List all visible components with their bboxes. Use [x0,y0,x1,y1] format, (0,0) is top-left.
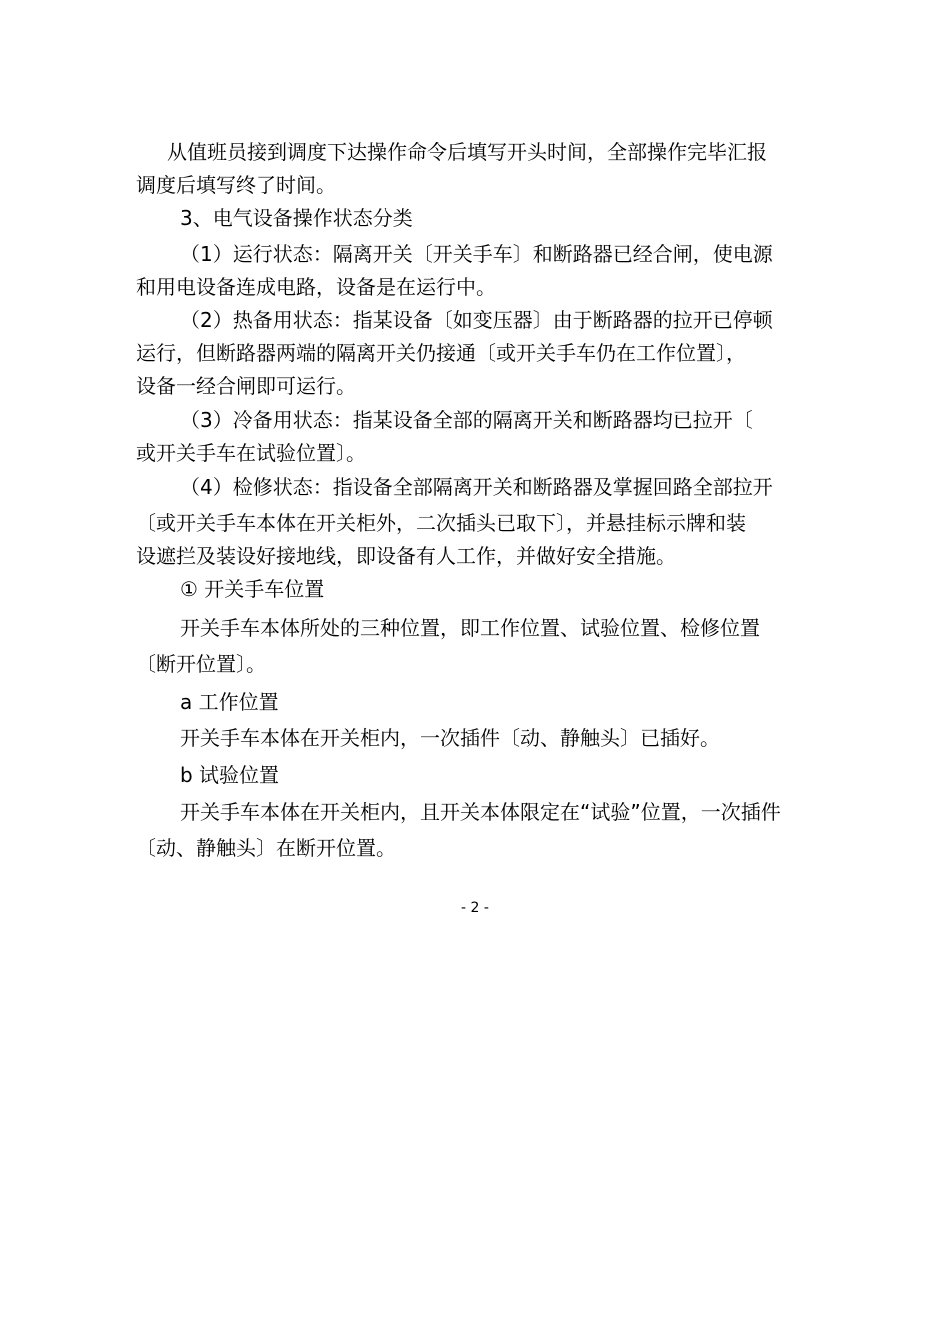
text-line: （4）检修状态：指设备全部隔离开关和断路器及掌握回路全部拉开 [180,475,773,499]
text-line: 设备一经合闸即可运行。 [136,374,356,398]
text-line: （1）运行状态：隔离开关〔开关手车〕和断路器已经合闸，使电源 [180,242,773,266]
subheading: b 试验位置 [180,763,280,787]
section-heading: 3、电气设备操作状态分类 [180,206,413,230]
text-line: 和用电设备连成电路，设备是在运行中。 [136,275,496,299]
text-line: 从值班员接到调度下达操作命令后填写开头时间，全部操作完毕汇报 [167,140,767,164]
text-line: 开关手车本体所处的三种位置，即工作位置、试验位置、检修位置 [180,616,760,640]
text-line: 运行，但断路器两端的隔离开关仍接通〔或开关手车仍在工作位置〕， [136,341,746,365]
text-line: （3）冷备用状态：指某设备全部的隔离开关和断路器均已拉开〔 [180,408,753,432]
text-line: 〔断开位置〕。 [136,652,266,676]
page-number: - 2 - [461,900,489,916]
text-line: 〔动、静触头〕在断开位置。 [136,836,396,860]
text-line: 〔或开关手车本体在开关柜外，二次插头已取下〕，并悬挂标示牌和装 [136,511,746,535]
text-line: 开关手车本体在开关柜内，且开关本体限定在“试验”位置，一次插件 [180,800,781,824]
subheading: a 工作位置 [180,690,279,714]
text-line: 设遮拦及装设好接地线，即设备有人工作，并做好安全措施。 [136,544,676,568]
subheading: ① 开关手车位置 [180,577,325,601]
text-line: （2）热备用状态：指某设备〔如变压器〕由于断路器的拉开已停顿 [180,308,773,332]
text-line: 开关手车本体在开关柜内，一次插件〔动、静触头〕已插好。 [180,726,720,750]
text-line: 或开关手车在试验位置〕。 [136,441,366,465]
text-line: 调度后填写终了时间。 [136,173,336,197]
